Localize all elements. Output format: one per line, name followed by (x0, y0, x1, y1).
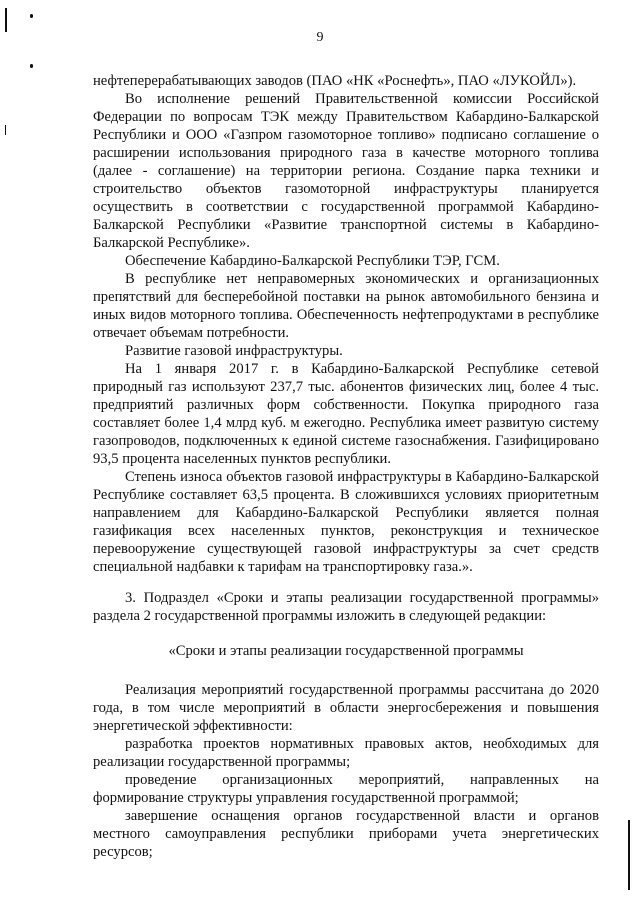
paragraph: Степень износа объектов газовой инфраструктуры в Кабардино-Балкарской Республике составляет 63,5 процента. В сложившихся условиях приоритетным направлением для Кабардино-Балкарской Республики является полная газификация всех населенных пунктов, реконструкция и техническое перевооружение существующей газовой инфраструктуры за счет средств специальной надбавки к тарифам на транспортировку газа.». (93, 469, 599, 575)
document-body (93, 72, 599, 861)
paragraph: проведение организационных мероприятий, направленных на формирование структуры управления государственной программой; (93, 772, 599, 806)
paragraph: разработка проектов нормативных правовых актов, необходимых для реализации государственной программы; (93, 736, 599, 770)
scan-artifact (5, 8, 7, 32)
paragraph: В республике нет неправомерных экономических и организационных препятствий для бесперебойной поставки на рынок автомобильного бензина и иных видов моторного топлива. Обеспеченность нефтепродуктами в республике отвечает объемам потребности. (93, 271, 599, 341)
paragraph: завершение оснащения органов государственной власти и органов местного самоуправления республики приборами учета энергетических ресурсов; (93, 808, 599, 860)
paragraph: Реализация мероприятий государственной программы рассчитана до 2020 года, в том числе мероприятий в области энергосбережения и повышения энергетической эффективности: (93, 682, 599, 734)
scan-artifact (30, 64, 33, 68)
paragraph: нефтеперерабатывающих заводов (ПАО «НК «Роснефть», ПАО «ЛУКОЙЛ»). (93, 73, 577, 89)
paragraph: Развитие газовой инфраструктуры. (125, 343, 343, 359)
section-heading: «Сроки и этапы реализации государственной программы (168, 643, 524, 659)
paragraph: 3. Подраздел «Сроки и этапы реализации государственной программы» раздела 2 государственной программы изложить в следующей редакции: (93, 590, 599, 624)
paragraph: Обеспечение Кабардино-Балкарской Республики ТЭР, ГСМ. (125, 253, 500, 269)
page-number: 9 (316, 30, 324, 45)
scan-artifact (5, 125, 6, 135)
paragraph: На 1 января 2017 г. в Кабардино-Балкарской Республике сетевой природный газ используют 237,7 тыс. абонентов физических лиц, более 4 тыс. предприятий различных форм собственности. Покупка природного газа составляет более 1,4 млрд куб. м ежегодно. Республика имеет развитую систему газопроводов, подключенных к единой системе газоснабжения. Газифицировано 93,5 процента населенных пунктов республики. (93, 361, 599, 467)
scan-artifact (30, 14, 33, 18)
scan-artifact (628, 820, 630, 890)
paragraph: Во исполнение решений Правительственной комиссии Российской Федерации по вопросам ТЭК между Правительством Кабардино-Балкарской Республики и ООО «Газпром газомоторное топливо» подписано соглашение о расширении использования природного газа в качестве моторного топлива (далее - соглашение) на территории региона. Создание парка техники и строительство объектов газомоторной инфраструктуры планируется осуществить в соответствии с государственной программой Кабардино-Балкарской Республики «Развитие транспортной системы в Кабардино-Балкарской Республике». (93, 91, 599, 251)
